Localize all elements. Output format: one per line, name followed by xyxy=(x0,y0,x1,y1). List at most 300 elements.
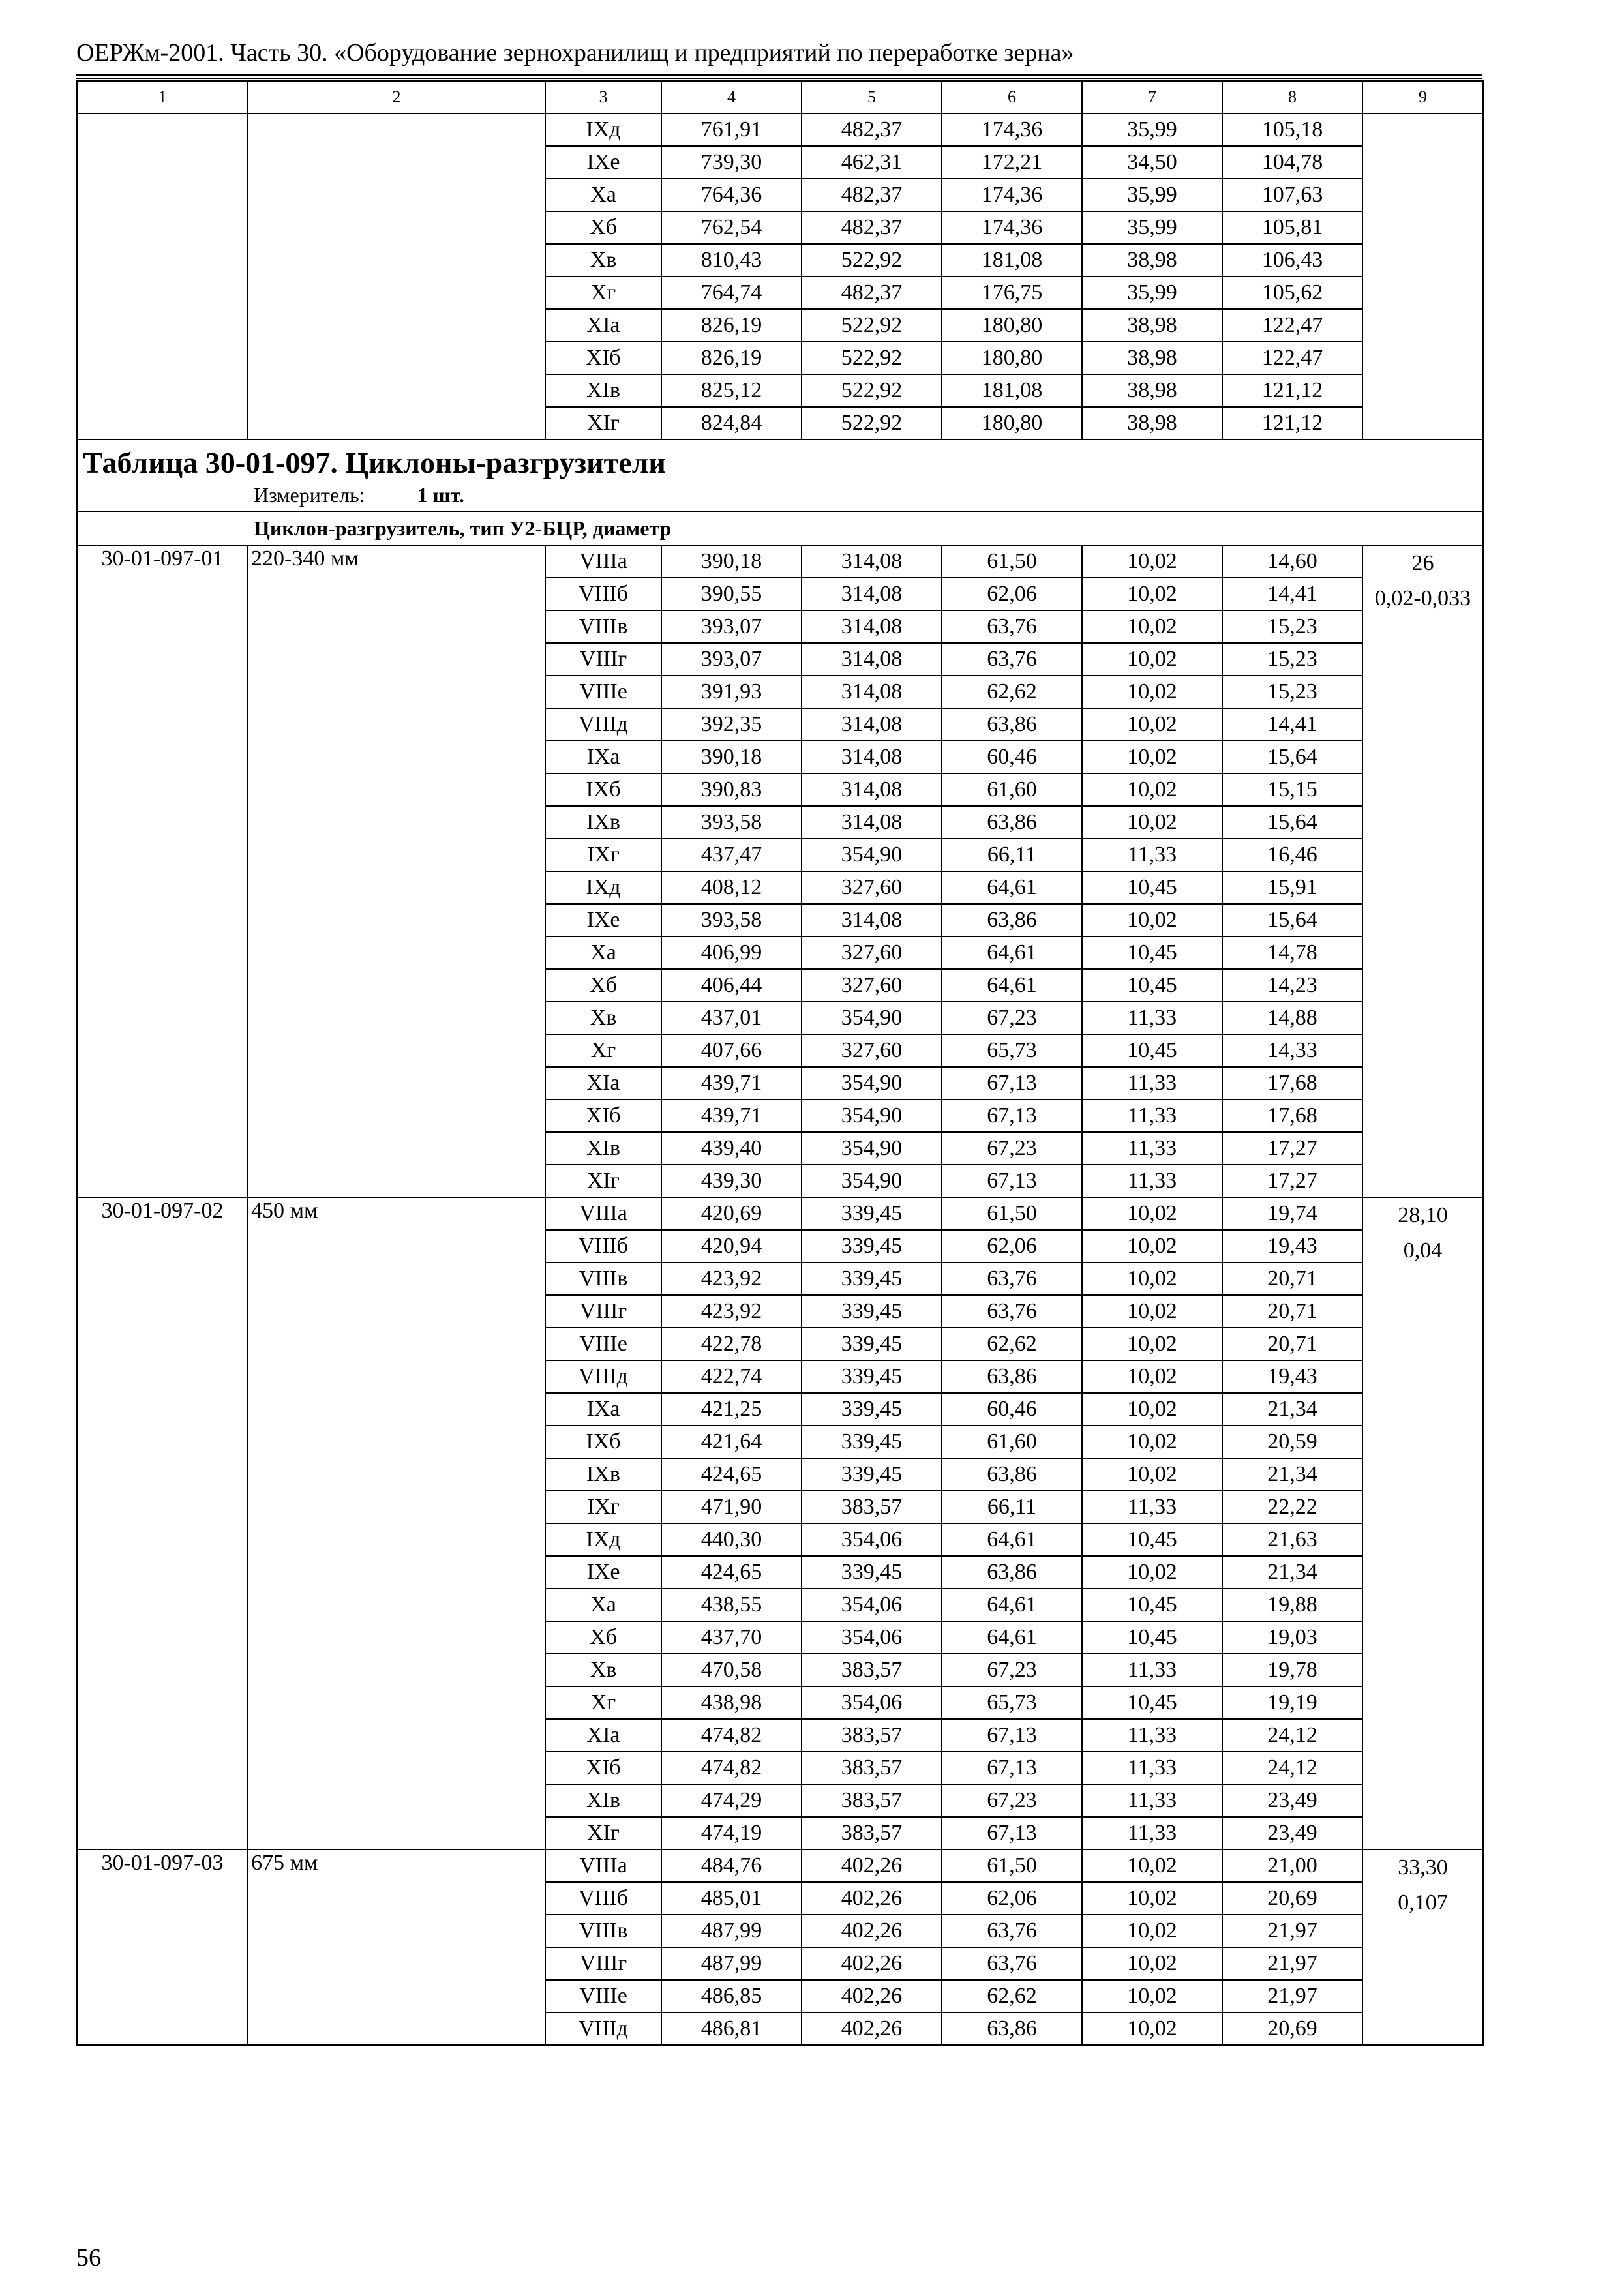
wages-cell: 10,02 xyxy=(1082,1295,1222,1328)
operator-wages-cell: 63,86 xyxy=(942,708,1082,741)
resource-group-cell: VIIIа xyxy=(545,1849,661,1882)
materials-cell: 122,47 xyxy=(1222,342,1362,374)
unit-label: Измеритель: xyxy=(254,483,365,507)
materials-cell: 23,49 xyxy=(1222,1817,1362,1849)
operator-wages-cell: 64,61 xyxy=(942,871,1082,904)
materials-cell: 21,97 xyxy=(1222,1980,1362,2012)
direct-costs-cell: 825,12 xyxy=(661,374,802,407)
materials-cell: 16,46 xyxy=(1222,839,1362,871)
machine-operation-cell: 354,90 xyxy=(802,1132,942,1165)
machine-operation-cell: 482,37 xyxy=(802,277,942,309)
operator-wages-cell: 174,36 xyxy=(942,211,1082,244)
rates-table xyxy=(76,80,1484,2046)
resource-group-cell: VIIIд xyxy=(545,708,661,741)
operator-wages-cell: 60,46 xyxy=(942,741,1082,773)
machine-operation-cell: 339,45 xyxy=(802,1263,942,1295)
materials-cell: 19,88 xyxy=(1222,1589,1362,1621)
column-number-3: 3 xyxy=(545,81,661,113)
machine-operation-cell: 354,06 xyxy=(802,1523,942,1556)
column-number-1: 1 xyxy=(77,81,248,113)
page-number: 56 xyxy=(76,2244,101,2271)
wages-cell: 11,33 xyxy=(1082,1654,1222,1686)
wages-cell: 11,33 xyxy=(1082,839,1222,871)
resource-group-cell: Xб xyxy=(545,1621,661,1654)
wages-cell: 38,98 xyxy=(1082,244,1222,277)
extra-cell xyxy=(1362,545,1483,1197)
wages-cell: 10,45 xyxy=(1082,871,1222,904)
materials-cell: 122,47 xyxy=(1222,309,1362,342)
wages-cell: 38,98 xyxy=(1082,309,1222,342)
direct-costs-cell: 421,64 xyxy=(661,1426,802,1458)
machine-operation-cell: 339,45 xyxy=(802,1360,942,1393)
wages-cell: 10,02 xyxy=(1082,1360,1222,1393)
machine-operation-cell: 383,57 xyxy=(802,1752,942,1784)
machine-operation-cell: 314,08 xyxy=(802,610,942,643)
wages-cell: 10,45 xyxy=(1082,969,1222,1002)
machine-operation-cell: 314,08 xyxy=(802,676,942,708)
wages-cell: 38,98 xyxy=(1082,374,1222,407)
wages-cell: 10,02 xyxy=(1082,610,1222,643)
wages-cell: 10,02 xyxy=(1082,708,1222,741)
direct-costs-cell: 810,43 xyxy=(661,244,802,277)
direct-costs-cell: 424,65 xyxy=(661,1458,802,1491)
machine-operation-cell: 522,92 xyxy=(802,407,942,440)
materials-cell: 105,81 xyxy=(1222,211,1362,244)
operator-wages-cell: 62,06 xyxy=(942,1882,1082,1915)
resource-group-cell: Xа xyxy=(545,1589,661,1621)
machine-operation-cell: 339,45 xyxy=(802,1426,942,1458)
wages-cell: 10,45 xyxy=(1082,1523,1222,1556)
wages-cell: 10,02 xyxy=(1082,1197,1222,1230)
wages-cell: 11,33 xyxy=(1082,1002,1222,1034)
machine-operation-cell: 327,60 xyxy=(802,1034,942,1067)
materials-cell: 14,60 xyxy=(1222,545,1362,578)
materials-cell: 14,23 xyxy=(1222,969,1362,1002)
description-cell-continued xyxy=(248,113,545,440)
direct-costs-cell: 474,82 xyxy=(661,1752,802,1784)
machine-operation-cell: 354,06 xyxy=(802,1589,942,1621)
direct-costs-cell: 824,84 xyxy=(661,407,802,440)
operator-wages-cell: 63,86 xyxy=(942,1360,1082,1393)
direct-costs-cell: 486,81 xyxy=(661,2012,802,2045)
resource-group-cell: Xа xyxy=(545,179,661,211)
resource-group-cell: Xг xyxy=(545,1034,661,1067)
resource-group-cell: IXе xyxy=(545,904,661,936)
wages-cell: 10,02 xyxy=(1082,545,1222,578)
direct-costs-cell: 393,58 xyxy=(661,806,802,839)
materials-cell: 105,62 xyxy=(1222,277,1362,309)
operator-wages-cell: 62,62 xyxy=(942,676,1082,708)
machine-operation-cell: 339,45 xyxy=(802,1393,942,1426)
wages-cell: 10,02 xyxy=(1082,2012,1222,2045)
resource-group-cell: VIIIг xyxy=(545,643,661,676)
direct-costs-cell: 474,29 xyxy=(661,1784,802,1817)
machine-operation-cell: 339,45 xyxy=(802,1197,942,1230)
operator-wages-cell: 61,50 xyxy=(942,545,1082,578)
direct-costs-cell: 422,78 xyxy=(661,1328,802,1360)
resource-group-cell: IXе xyxy=(545,146,661,179)
operator-wages-cell: 67,23 xyxy=(942,1002,1082,1034)
operator-wages-cell: 62,06 xyxy=(942,578,1082,610)
direct-costs-cell: 390,83 xyxy=(661,773,802,806)
operator-wages-cell: 61,50 xyxy=(942,1849,1082,1882)
operator-wages-cell: 180,80 xyxy=(942,309,1082,342)
machine-operation-cell: 383,57 xyxy=(802,1784,942,1817)
resource-group-cell: XIа xyxy=(545,309,661,342)
direct-costs-cell: 406,44 xyxy=(661,969,802,1002)
direct-costs-cell: 439,40 xyxy=(661,1132,802,1165)
wages-cell: 11,33 xyxy=(1082,1784,1222,1817)
machine-operation-cell: 354,06 xyxy=(802,1621,942,1654)
materials-cell: 24,12 xyxy=(1222,1719,1362,1752)
materials-cell: 20,69 xyxy=(1222,1882,1362,1915)
direct-costs-cell: 438,98 xyxy=(661,1686,802,1719)
operator-wages-cell: 174,36 xyxy=(942,179,1082,211)
direct-costs-cell: 739,30 xyxy=(661,146,802,179)
machine-operation-cell: 354,90 xyxy=(802,839,942,871)
column-number-row xyxy=(77,81,1483,113)
extra-value: 33,30 xyxy=(1398,1855,1448,1879)
resource-group-cell: IXа xyxy=(545,741,661,773)
unit-line xyxy=(83,482,1477,508)
column-number-5: 5 xyxy=(802,81,942,113)
wages-cell: 11,33 xyxy=(1082,1752,1222,1784)
column-number-4: 4 xyxy=(661,81,802,113)
wages-cell: 11,33 xyxy=(1082,1719,1222,1752)
wages-cell: 10,02 xyxy=(1082,1556,1222,1589)
resource-group-cell: IXв xyxy=(545,1458,661,1491)
resource-group-cell: XIг xyxy=(545,407,661,440)
materials-cell: 21,34 xyxy=(1222,1458,1362,1491)
machine-operation-cell: 327,60 xyxy=(802,871,942,904)
direct-costs-cell: 393,07 xyxy=(661,643,802,676)
operator-wages-cell: 67,23 xyxy=(942,1784,1082,1817)
operator-wages-cell: 64,61 xyxy=(942,936,1082,969)
wages-cell: 10,45 xyxy=(1082,1621,1222,1654)
resource-group-cell: XIа xyxy=(545,1067,661,1100)
description-cell: 675 мм xyxy=(248,1849,545,2045)
materials-cell: 14,41 xyxy=(1222,578,1362,610)
direct-costs-cell: 424,65 xyxy=(661,1556,802,1589)
direct-costs-cell: 420,69 xyxy=(661,1197,802,1230)
wages-cell: 10,02 xyxy=(1082,578,1222,610)
column-number-8: 8 xyxy=(1222,81,1362,113)
direct-costs-cell: 390,55 xyxy=(661,578,802,610)
machine-operation-cell: 402,26 xyxy=(802,1849,942,1882)
machine-operation-cell: 383,57 xyxy=(802,1719,942,1752)
direct-costs-cell: 487,99 xyxy=(661,1947,802,1980)
resource-group-cell: IXа xyxy=(545,1393,661,1426)
resource-group-cell: XIб xyxy=(545,1752,661,1784)
direct-costs-cell: 392,35 xyxy=(661,708,802,741)
materials-cell: 14,41 xyxy=(1222,708,1362,741)
column-number-2: 2 xyxy=(248,81,545,113)
resource-group-cell: IXд xyxy=(545,1523,661,1556)
operator-wages-cell: 176,75 xyxy=(942,277,1082,309)
operator-wages-cell: 67,13 xyxy=(942,1067,1082,1100)
unit-value: 1 шт. xyxy=(417,483,464,507)
operator-wages-cell: 172,21 xyxy=(942,146,1082,179)
machine-operation-cell: 314,08 xyxy=(802,578,942,610)
materials-cell: 14,78 xyxy=(1222,936,1362,969)
direct-costs-cell: 764,74 xyxy=(661,277,802,309)
wages-cell: 10,02 xyxy=(1082,904,1222,936)
wages-cell: 10,45 xyxy=(1082,1686,1222,1719)
materials-cell: 15,15 xyxy=(1222,773,1362,806)
direct-costs-cell: 437,70 xyxy=(661,1621,802,1654)
materials-cell: 22,22 xyxy=(1222,1491,1362,1523)
wages-cell: 10,02 xyxy=(1082,1980,1222,2012)
direct-costs-cell: 484,76 xyxy=(661,1849,802,1882)
direct-costs-cell: 470,58 xyxy=(661,1654,802,1686)
column-number-7: 7 xyxy=(1082,81,1222,113)
running-header: ОЕРЖм-2001. Часть 30. «Оборудование зернохранилищ и предприятий по переработке зерна» xyxy=(76,39,1074,67)
direct-costs-cell: 391,93 xyxy=(661,676,802,708)
machine-operation-cell: 402,26 xyxy=(802,1980,942,2012)
materials-cell: 20,59 xyxy=(1222,1426,1362,1458)
code-cell: 30-01-097-03 xyxy=(77,1849,248,2045)
column-number-6: 6 xyxy=(942,81,1082,113)
wages-cell: 10,02 xyxy=(1082,1915,1222,1947)
resource-group-cell: VIIIд xyxy=(545,1360,661,1393)
operator-wages-cell: 63,86 xyxy=(942,1556,1082,1589)
direct-costs-cell: 408,12 xyxy=(661,871,802,904)
operator-wages-cell: 181,08 xyxy=(942,374,1082,407)
resource-group-cell: VIIIб xyxy=(545,1882,661,1915)
wages-cell: 10,45 xyxy=(1082,936,1222,969)
resource-group-cell: Xб xyxy=(545,969,661,1002)
resource-group-cell: XIб xyxy=(545,342,661,374)
wages-cell: 11,33 xyxy=(1082,1817,1222,1849)
resource-group-cell: VIIIб xyxy=(545,578,661,610)
operator-wages-cell: 63,76 xyxy=(942,1915,1082,1947)
wages-cell: 34,50 xyxy=(1082,146,1222,179)
machine-operation-cell: 462,31 xyxy=(802,146,942,179)
wages-cell: 11,33 xyxy=(1082,1100,1222,1132)
direct-costs-cell: 826,19 xyxy=(661,309,802,342)
resource-group-cell: Xг xyxy=(545,277,661,309)
resource-group-cell: VIIIв xyxy=(545,1263,661,1295)
operator-wages-cell: 61,60 xyxy=(942,1426,1082,1458)
operator-wages-cell: 63,76 xyxy=(942,1947,1082,1980)
materials-cell: 15,64 xyxy=(1222,741,1362,773)
resource-group-cell: VIIIг xyxy=(545,1295,661,1328)
operator-wages-cell: 63,86 xyxy=(942,904,1082,936)
wages-cell: 10,02 xyxy=(1082,1328,1222,1360)
wages-cell: 10,02 xyxy=(1082,1426,1222,1458)
materials-cell: 19,19 xyxy=(1222,1686,1362,1719)
direct-costs-cell: 437,01 xyxy=(661,1002,802,1034)
resource-group-cell: VIIIа xyxy=(545,545,661,578)
materials-cell: 15,23 xyxy=(1222,676,1362,708)
description-cell: 220-340 мм xyxy=(248,545,545,1197)
materials-cell: 121,12 xyxy=(1222,374,1362,407)
machine-operation-cell: 482,37 xyxy=(802,179,942,211)
machine-operation-cell: 327,60 xyxy=(802,969,942,1002)
wages-cell: 35,99 xyxy=(1082,211,1222,244)
materials-cell: 107,63 xyxy=(1222,179,1362,211)
resource-group-cell: IXг xyxy=(545,839,661,871)
wages-cell: 11,33 xyxy=(1082,1165,1222,1197)
direct-costs-cell: 762,54 xyxy=(661,211,802,244)
materials-cell: 21,34 xyxy=(1222,1556,1362,1589)
materials-cell: 20,71 xyxy=(1222,1263,1362,1295)
machine-operation-cell: 314,08 xyxy=(802,904,942,936)
machine-operation-cell: 314,08 xyxy=(802,643,942,676)
wages-cell: 10,02 xyxy=(1082,1458,1222,1491)
column-number-9: 9 xyxy=(1362,81,1483,113)
resource-group-cell: IXд xyxy=(545,113,661,146)
wages-cell: 35,99 xyxy=(1082,113,1222,146)
wages-cell: 10,02 xyxy=(1082,773,1222,806)
machine-operation-cell: 339,45 xyxy=(802,1295,942,1328)
machine-operation-cell: 402,26 xyxy=(802,1882,942,1915)
resource-group-cell: VIIIе xyxy=(545,1980,661,2012)
table-row xyxy=(77,1197,1483,1230)
wages-cell: 10,45 xyxy=(1082,1589,1222,1621)
resource-group-cell: VIIIг xyxy=(545,1947,661,1980)
direct-costs-cell: 440,30 xyxy=(661,1523,802,1556)
extra-value: 0,04 xyxy=(1403,1238,1443,1263)
direct-costs-cell: 439,30 xyxy=(661,1165,802,1197)
operator-wages-cell: 64,61 xyxy=(942,1589,1082,1621)
materials-cell: 17,68 xyxy=(1222,1100,1362,1132)
resource-group-cell: IXд xyxy=(545,871,661,904)
wages-cell: 10,02 xyxy=(1082,1882,1222,1915)
operator-wages-cell: 64,61 xyxy=(942,1621,1082,1654)
direct-costs-cell: 761,91 xyxy=(661,113,802,146)
resource-group-cell: Xб xyxy=(545,211,661,244)
wages-cell: 35,99 xyxy=(1082,179,1222,211)
resource-group-cell: XIв xyxy=(545,1132,661,1165)
resource-group-cell: VIIIе xyxy=(545,1328,661,1360)
wages-cell: 35,99 xyxy=(1082,277,1222,309)
machine-operation-cell: 402,26 xyxy=(802,2012,942,2045)
materials-cell: 20,71 xyxy=(1222,1328,1362,1360)
resource-group-cell: Xв xyxy=(545,1002,661,1034)
operator-wages-cell: 63,86 xyxy=(942,806,1082,839)
direct-costs-cell: 487,99 xyxy=(661,1915,802,1947)
machine-operation-cell: 339,45 xyxy=(802,1458,942,1491)
materials-cell: 14,33 xyxy=(1222,1034,1362,1067)
code-cell: 30-01-097-01 xyxy=(77,545,248,1197)
machine-operation-cell: 522,92 xyxy=(802,342,942,374)
direct-costs-cell: 423,92 xyxy=(661,1263,802,1295)
code-cell: 30-01-097-02 xyxy=(77,1197,248,1849)
code-cell-continued xyxy=(77,113,248,440)
materials-cell: 15,64 xyxy=(1222,904,1362,936)
resource-group-cell: XIб xyxy=(545,1100,661,1132)
operator-wages-cell: 63,86 xyxy=(942,2012,1082,2045)
operator-wages-cell: 66,11 xyxy=(942,839,1082,871)
table-row xyxy=(77,113,1483,146)
machine-operation-cell: 354,90 xyxy=(802,1100,942,1132)
wages-cell: 11,33 xyxy=(1082,1067,1222,1100)
operator-wages-cell: 63,86 xyxy=(942,1458,1082,1491)
operator-wages-cell: 65,73 xyxy=(942,1686,1082,1719)
machine-operation-cell: 383,57 xyxy=(802,1817,942,1849)
direct-costs-cell: 486,85 xyxy=(661,1980,802,2012)
machine-operation-cell: 327,60 xyxy=(802,936,942,969)
direct-costs-cell: 393,58 xyxy=(661,904,802,936)
materials-cell: 21,97 xyxy=(1222,1915,1362,1947)
direct-costs-cell: 437,47 xyxy=(661,839,802,871)
resource-group-cell: Xв xyxy=(545,1654,661,1686)
materials-cell: 24,12 xyxy=(1222,1752,1362,1784)
materials-cell: 20,69 xyxy=(1222,2012,1362,2045)
materials-cell: 121,12 xyxy=(1222,407,1362,440)
table-row xyxy=(77,545,1483,578)
machine-operation-cell: 314,08 xyxy=(802,545,942,578)
operator-wages-cell: 180,80 xyxy=(942,407,1082,440)
materials-cell: 19,74 xyxy=(1222,1197,1362,1230)
direct-costs-cell: 390,18 xyxy=(661,545,802,578)
direct-costs-cell: 407,66 xyxy=(661,1034,802,1067)
machine-operation-cell: 339,45 xyxy=(802,1328,942,1360)
direct-costs-cell: 474,19 xyxy=(661,1817,802,1849)
wages-cell: 10,02 xyxy=(1082,806,1222,839)
machine-operation-cell: 354,90 xyxy=(802,1002,942,1034)
materials-cell: 106,43 xyxy=(1222,244,1362,277)
materials-cell: 15,23 xyxy=(1222,643,1362,676)
operator-wages-cell: 67,13 xyxy=(942,1165,1082,1197)
operator-wages-cell: 66,11 xyxy=(942,1491,1082,1523)
resource-group-cell: VIIIв xyxy=(545,1915,661,1947)
materials-cell: 21,63 xyxy=(1222,1523,1362,1556)
operator-wages-cell: 63,76 xyxy=(942,610,1082,643)
machine-operation-cell: 339,45 xyxy=(802,1556,942,1589)
materials-cell: 17,27 xyxy=(1222,1165,1362,1197)
machine-operation-cell: 522,92 xyxy=(802,244,942,277)
materials-cell: 19,43 xyxy=(1222,1360,1362,1393)
resource-group-cell: XIв xyxy=(545,374,661,407)
operator-wages-cell: 63,76 xyxy=(942,1295,1082,1328)
description-cell: 450 мм xyxy=(248,1197,545,1849)
materials-cell: 105,18 xyxy=(1222,113,1362,146)
materials-cell: 19,03 xyxy=(1222,1621,1362,1654)
wages-cell: 38,98 xyxy=(1082,342,1222,374)
materials-cell: 21,34 xyxy=(1222,1393,1362,1426)
operator-wages-cell: 174,36 xyxy=(942,113,1082,146)
direct-costs-cell: 421,25 xyxy=(661,1393,802,1426)
wages-cell: 11,33 xyxy=(1082,1132,1222,1165)
machine-operation-cell: 314,08 xyxy=(802,773,942,806)
resource-group-cell: VIIIв xyxy=(545,610,661,643)
resource-group-cell: IXв xyxy=(545,806,661,839)
materials-cell: 17,27 xyxy=(1222,1132,1362,1165)
direct-costs-cell: 764,36 xyxy=(661,179,802,211)
materials-cell: 19,43 xyxy=(1222,1230,1362,1263)
wages-cell: 10,02 xyxy=(1082,1947,1222,1980)
resource-group-cell: XIг xyxy=(545,1165,661,1197)
materials-cell: 104,78 xyxy=(1222,146,1362,179)
direct-costs-cell: 485,01 xyxy=(661,1882,802,1915)
operator-wages-cell: 64,61 xyxy=(942,1523,1082,1556)
resource-group-cell: IXб xyxy=(545,773,661,806)
operator-wages-cell: 67,23 xyxy=(942,1132,1082,1165)
resource-group-cell: Xг xyxy=(545,1686,661,1719)
extra-cell xyxy=(1362,1197,1483,1849)
materials-cell: 15,91 xyxy=(1222,871,1362,904)
materials-cell: 21,00 xyxy=(1222,1849,1362,1882)
wages-cell: 10,02 xyxy=(1082,1393,1222,1426)
operator-wages-cell: 62,06 xyxy=(942,1230,1082,1263)
operator-wages-cell: 67,13 xyxy=(942,1817,1082,1849)
operator-wages-cell: 63,76 xyxy=(942,643,1082,676)
materials-cell: 15,64 xyxy=(1222,806,1362,839)
operator-wages-cell: 61,50 xyxy=(942,1197,1082,1230)
machine-operation-cell: 402,26 xyxy=(802,1947,942,1980)
